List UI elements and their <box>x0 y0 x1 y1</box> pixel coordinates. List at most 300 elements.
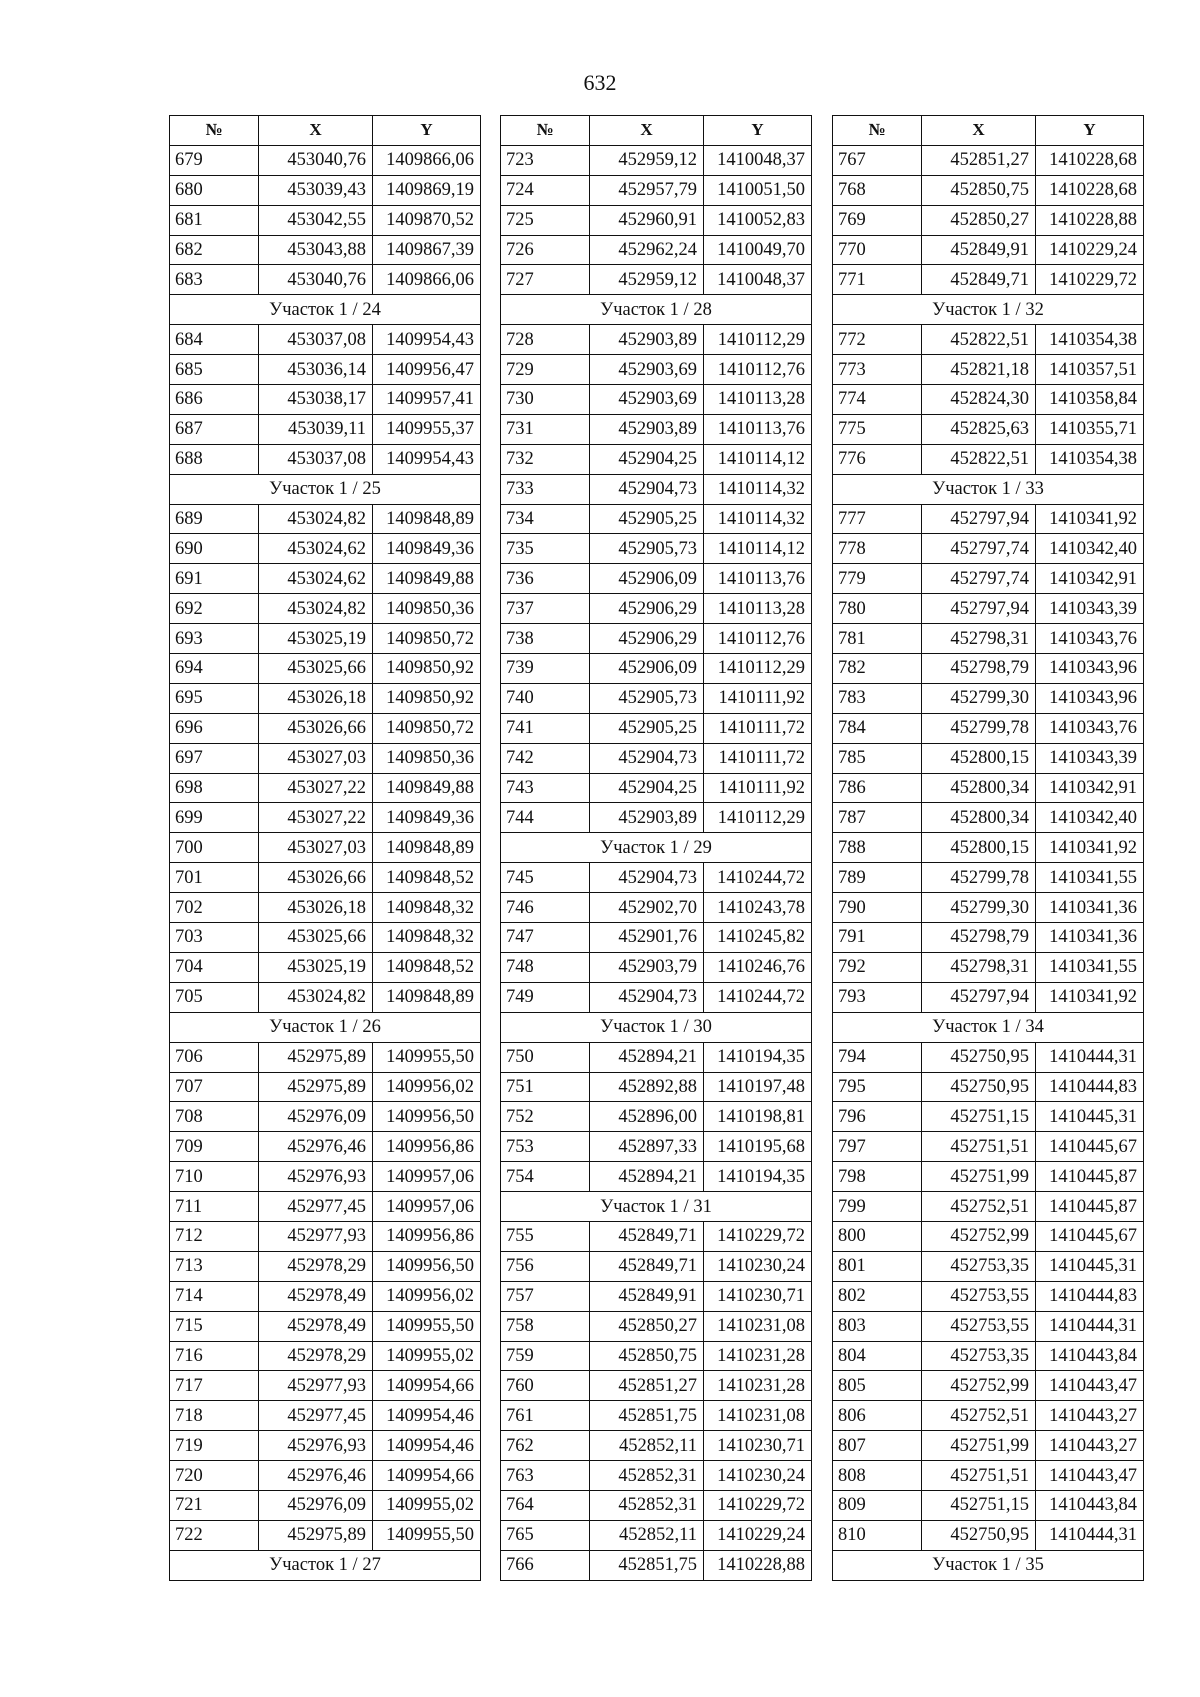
coord-y: 1410194,35 <box>704 1042 812 1072</box>
coord-y: 1410112,29 <box>704 803 812 833</box>
point-number: 709 <box>170 1132 259 1162</box>
section-label: Участок 1 / 35 <box>833 1550 1144 1580</box>
table-row <box>170 1281 481 1311</box>
point-number: 727 <box>501 265 590 295</box>
table-row <box>170 265 481 295</box>
point-number: 764 <box>501 1490 590 1520</box>
table-row <box>170 145 481 175</box>
coord-y: 1409849,36 <box>373 534 481 564</box>
table-row <box>833 1221 1144 1251</box>
coord-x: 452800,34 <box>922 773 1036 803</box>
point-number: 721 <box>170 1490 259 1520</box>
coord-y: 1410113,28 <box>704 385 812 415</box>
point-number: 704 <box>170 952 259 982</box>
table-row <box>501 175 812 205</box>
coord-y: 1410229,72 <box>704 1221 812 1251</box>
table-row <box>501 1162 812 1192</box>
table-row <box>833 1311 1144 1341</box>
coord-y: 1409956,47 <box>373 355 481 385</box>
header-y: Y <box>1036 116 1144 146</box>
coord-y: 1409956,02 <box>373 1281 481 1311</box>
coord-x: 453024,82 <box>259 504 373 534</box>
section-label: Участок 1 / 33 <box>833 474 1144 504</box>
coord-x: 452753,35 <box>922 1251 1036 1281</box>
coord-x: 452977,93 <box>259 1221 373 1251</box>
coord-x: 453026,66 <box>259 713 373 743</box>
point-number: 719 <box>170 1431 259 1461</box>
coord-x: 452850,27 <box>922 205 1036 235</box>
table-row <box>501 863 812 893</box>
table-row <box>833 624 1144 654</box>
coord-x: 453025,66 <box>259 654 373 684</box>
point-number: 697 <box>170 743 259 773</box>
point-number: 771 <box>833 265 922 295</box>
coord-y: 1410354,38 <box>1036 325 1144 355</box>
coord-x: 452902,70 <box>590 893 704 923</box>
coord-x: 452751,15 <box>922 1490 1036 1520</box>
point-number: 809 <box>833 1490 922 1520</box>
point-number: 810 <box>833 1520 922 1550</box>
coord-x: 453039,11 <box>259 414 373 444</box>
table-row <box>170 713 481 743</box>
coord-y: 1410343,76 <box>1036 713 1144 743</box>
coord-y: 1409956,50 <box>373 1102 481 1132</box>
table-row <box>501 1281 812 1311</box>
coord-y: 1410244,72 <box>704 863 812 893</box>
coord-y: 1409955,50 <box>373 1311 481 1341</box>
table-row <box>833 1192 1144 1222</box>
coord-x: 452905,25 <box>590 713 704 743</box>
coord-y: 1409955,50 <box>373 1042 481 1072</box>
point-number: 701 <box>170 863 259 893</box>
coord-x: 452751,99 <box>922 1162 1036 1192</box>
point-number: 715 <box>170 1311 259 1341</box>
section-row <box>501 1192 812 1222</box>
coord-x: 452799,78 <box>922 863 1036 893</box>
table-row <box>833 1341 1144 1371</box>
coord-x: 452903,69 <box>590 385 704 415</box>
coord-y: 1410114,12 <box>704 534 812 564</box>
coord-y: 1410445,31 <box>1036 1102 1144 1132</box>
coord-y: 1410231,08 <box>704 1311 812 1341</box>
point-number: 692 <box>170 594 259 624</box>
point-number: 729 <box>501 355 590 385</box>
coord-x: 452851,75 <box>590 1550 704 1580</box>
point-number: 759 <box>501 1341 590 1371</box>
table-row <box>833 654 1144 684</box>
coord-y: 1410113,76 <box>704 414 812 444</box>
coord-y: 1410048,37 <box>704 145 812 175</box>
table-row <box>501 205 812 235</box>
table-row <box>170 1192 481 1222</box>
table-row <box>501 474 812 504</box>
coord-x: 452798,79 <box>922 654 1036 684</box>
table-header-row <box>501 116 812 146</box>
section-row <box>501 295 812 325</box>
point-number: 728 <box>501 325 590 355</box>
table-row <box>833 863 1144 893</box>
coord-x: 452849,71 <box>922 265 1036 295</box>
coord-y: 1410231,28 <box>704 1371 812 1401</box>
coord-y: 1409957,41 <box>373 385 481 415</box>
coord-y: 1410342,40 <box>1036 534 1144 564</box>
coord-x: 453024,82 <box>259 982 373 1012</box>
coord-x: 453027,03 <box>259 833 373 863</box>
point-number: 688 <box>170 444 259 474</box>
table-row <box>170 1520 481 1550</box>
coord-y: 1409866,06 <box>373 265 481 295</box>
point-number: 792 <box>833 952 922 982</box>
coord-y: 1410229,72 <box>704 1490 812 1520</box>
table-row <box>833 414 1144 444</box>
coord-x: 452822,51 <box>922 444 1036 474</box>
coord-x: 452798,31 <box>922 624 1036 654</box>
point-number: 700 <box>170 833 259 863</box>
coord-y: 1410341,36 <box>1036 893 1144 923</box>
point-number: 807 <box>833 1431 922 1461</box>
coord-y: 1409849,88 <box>373 564 481 594</box>
table-row <box>501 952 812 982</box>
table-row <box>501 1341 812 1371</box>
table-row <box>170 1042 481 1072</box>
table-row <box>501 1461 812 1491</box>
table-row <box>170 444 481 474</box>
point-number: 679 <box>170 145 259 175</box>
section-row <box>833 474 1144 504</box>
section-label: Участок 1 / 24 <box>170 295 481 325</box>
coord-y: 1410341,36 <box>1036 923 1144 953</box>
table-row <box>833 1401 1144 1431</box>
coord-y: 1410228,88 <box>704 1550 812 1580</box>
table-row <box>501 923 812 953</box>
point-number: 742 <box>501 743 590 773</box>
table-row <box>170 624 481 654</box>
table-row <box>833 1132 1144 1162</box>
coord-x: 452903,89 <box>590 325 704 355</box>
point-number: 705 <box>170 982 259 1012</box>
table-row <box>833 1371 1144 1401</box>
coord-y: 1410230,24 <box>704 1251 812 1281</box>
table-row <box>170 1102 481 1132</box>
point-number: 720 <box>170 1461 259 1491</box>
coord-y: 1410113,28 <box>704 594 812 624</box>
coord-x: 453037,08 <box>259 444 373 474</box>
table-row <box>170 1162 481 1192</box>
coord-x: 452906,09 <box>590 564 704 594</box>
point-number: 733 <box>501 474 590 504</box>
coord-y: 1410246,76 <box>704 952 812 982</box>
table-row <box>833 952 1144 982</box>
table-row <box>501 1490 812 1520</box>
coord-y: 1410444,31 <box>1036 1520 1144 1550</box>
table-row <box>170 594 481 624</box>
point-number: 765 <box>501 1520 590 1550</box>
point-number: 693 <box>170 624 259 654</box>
coord-y: 1410231,28 <box>704 1341 812 1371</box>
coord-y: 1410228,68 <box>1036 175 1144 205</box>
point-number: 724 <box>501 175 590 205</box>
point-number: 803 <box>833 1311 922 1341</box>
coord-y: 1410443,47 <box>1036 1461 1144 1491</box>
coord-x: 452851,27 <box>922 145 1036 175</box>
table-row <box>170 1431 481 1461</box>
coord-y: 1409848,32 <box>373 893 481 923</box>
point-number: 707 <box>170 1072 259 1102</box>
table-row <box>501 1251 812 1281</box>
coord-y: 1410195,68 <box>704 1132 812 1162</box>
coord-x: 452978,49 <box>259 1281 373 1311</box>
point-number: 717 <box>170 1371 259 1401</box>
point-number: 749 <box>501 982 590 1012</box>
coord-y: 1410198,81 <box>704 1102 812 1132</box>
coord-x: 452976,09 <box>259 1102 373 1132</box>
coord-x: 452850,75 <box>590 1341 704 1371</box>
coord-x: 452800,15 <box>922 833 1036 863</box>
coord-y: 1410341,92 <box>1036 982 1144 1012</box>
table-row <box>170 355 481 385</box>
coord-x: 453038,17 <box>259 385 373 415</box>
coord-x: 452849,91 <box>590 1281 704 1311</box>
table-row <box>501 385 812 415</box>
section-label: Участок 1 / 32 <box>833 295 1144 325</box>
point-number: 808 <box>833 1461 922 1491</box>
coord-x: 452753,35 <box>922 1341 1036 1371</box>
coord-y: 1410230,24 <box>704 1461 812 1491</box>
section-row <box>170 295 481 325</box>
table-row <box>833 803 1144 833</box>
coord-x: 452976,93 <box>259 1162 373 1192</box>
coord-x: 452977,45 <box>259 1192 373 1222</box>
coord-x: 452797,94 <box>922 594 1036 624</box>
table-row <box>501 504 812 534</box>
coord-y: 1409957,06 <box>373 1162 481 1192</box>
coord-y: 1410443,27 <box>1036 1401 1144 1431</box>
table-row <box>170 534 481 564</box>
coord-y: 1410243,78 <box>704 893 812 923</box>
table-row <box>833 1042 1144 1072</box>
coord-x: 452904,25 <box>590 444 704 474</box>
coord-x: 452978,49 <box>259 1311 373 1341</box>
coord-y: 1410051,50 <box>704 175 812 205</box>
section-row <box>833 1550 1144 1580</box>
coord-x: 452906,29 <box>590 624 704 654</box>
point-number: 778 <box>833 534 922 564</box>
coord-y: 1410194,35 <box>704 1162 812 1192</box>
coord-y: 1410230,71 <box>704 1431 812 1461</box>
coord-x: 452753,55 <box>922 1281 1036 1311</box>
point-number: 685 <box>170 355 259 385</box>
point-number: 752 <box>501 1102 590 1132</box>
table-row <box>833 534 1144 564</box>
table-row <box>833 325 1144 355</box>
table-row <box>170 893 481 923</box>
coord-y: 1410112,76 <box>704 355 812 385</box>
point-number: 723 <box>501 145 590 175</box>
coord-y: 1410341,55 <box>1036 952 1144 982</box>
coord-x: 452752,99 <box>922 1221 1036 1251</box>
point-number: 731 <box>501 414 590 444</box>
section-row <box>501 1012 812 1042</box>
point-number: 791 <box>833 923 922 953</box>
table-header-row <box>170 116 481 146</box>
coord-y: 1410445,67 <box>1036 1221 1144 1251</box>
table-row <box>833 1162 1144 1192</box>
coord-y: 1409954,66 <box>373 1461 481 1491</box>
point-number: 699 <box>170 803 259 833</box>
coord-x: 452978,29 <box>259 1341 373 1371</box>
coord-x: 453025,19 <box>259 952 373 982</box>
coord-y: 1410229,72 <box>1036 265 1144 295</box>
coord-x: 452892,88 <box>590 1072 704 1102</box>
table-row <box>833 444 1144 474</box>
section-row <box>170 1550 481 1580</box>
point-number: 766 <box>501 1550 590 1580</box>
coord-y: 1410228,88 <box>1036 205 1144 235</box>
coord-y: 1410229,24 <box>704 1520 812 1550</box>
section-row <box>833 1012 1144 1042</box>
table-row <box>833 205 1144 235</box>
coord-y: 1409956,86 <box>373 1132 481 1162</box>
coord-x: 452797,74 <box>922 534 1036 564</box>
point-number: 683 <box>170 265 259 295</box>
point-number: 779 <box>833 564 922 594</box>
point-number: 793 <box>833 982 922 1012</box>
table-row <box>501 803 812 833</box>
coord-x: 452850,27 <box>590 1311 704 1341</box>
point-number: 716 <box>170 1341 259 1371</box>
coord-y: 1410342,91 <box>1036 564 1144 594</box>
point-number: 776 <box>833 444 922 474</box>
coord-y: 1410114,32 <box>704 504 812 534</box>
coord-y: 1410443,27 <box>1036 1431 1144 1461</box>
coord-y: 1409955,37 <box>373 414 481 444</box>
table-row <box>170 414 481 444</box>
coord-y: 1410343,39 <box>1036 743 1144 773</box>
coord-x: 452821,18 <box>922 355 1036 385</box>
coord-x: 453036,14 <box>259 355 373 385</box>
point-number: 735 <box>501 534 590 564</box>
coord-x: 452976,46 <box>259 1461 373 1491</box>
coord-y: 1410111,92 <box>704 683 812 713</box>
coord-y: 1410443,47 <box>1036 1371 1144 1401</box>
coord-x: 452751,51 <box>922 1132 1036 1162</box>
coord-y: 1410048,37 <box>704 265 812 295</box>
point-number: 794 <box>833 1042 922 1072</box>
coord-y: 1409954,66 <box>373 1371 481 1401</box>
table-row <box>501 145 812 175</box>
coord-x: 452751,15 <box>922 1102 1036 1132</box>
point-number: 737 <box>501 594 590 624</box>
table-row <box>501 414 812 444</box>
table-row <box>501 594 812 624</box>
point-number: 777 <box>833 504 922 534</box>
section-label: Участок 1 / 26 <box>170 1012 481 1042</box>
table-row <box>170 1132 481 1162</box>
coord-x: 452851,75 <box>590 1401 704 1431</box>
table-row <box>501 743 812 773</box>
coord-y: 1409955,02 <box>373 1490 481 1520</box>
coord-x: 452797,94 <box>922 504 1036 534</box>
coordinates-table-left <box>169 115 481 1581</box>
table-row <box>501 1550 812 1580</box>
coord-x: 453026,66 <box>259 863 373 893</box>
coord-x: 452977,93 <box>259 1371 373 1401</box>
coord-y: 1409850,72 <box>373 624 481 654</box>
table-row <box>501 1520 812 1550</box>
table-row <box>170 1311 481 1341</box>
point-number: 786 <box>833 773 922 803</box>
coord-x: 452977,45 <box>259 1401 373 1431</box>
coord-y: 1409848,89 <box>373 504 481 534</box>
section-row <box>501 833 812 863</box>
table-row <box>170 1490 481 1520</box>
point-number: 712 <box>170 1221 259 1251</box>
coord-y: 1410444,83 <box>1036 1072 1144 1102</box>
point-number: 783 <box>833 683 922 713</box>
point-number: 775 <box>833 414 922 444</box>
table-row <box>833 355 1144 385</box>
coord-x: 452896,00 <box>590 1102 704 1132</box>
point-number: 741 <box>501 713 590 743</box>
coord-y: 1410443,84 <box>1036 1341 1144 1371</box>
coord-y: 1409848,32 <box>373 923 481 953</box>
point-number: 788 <box>833 833 922 863</box>
coord-x: 452852,11 <box>590 1431 704 1461</box>
coord-x: 452849,71 <box>590 1221 704 1251</box>
coord-y: 1409955,02 <box>373 1341 481 1371</box>
coord-y: 1409850,36 <box>373 743 481 773</box>
header-y: Y <box>704 116 812 146</box>
coord-x: 452904,73 <box>590 863 704 893</box>
table-row <box>170 654 481 684</box>
section-label: Участок 1 / 34 <box>833 1012 1144 1042</box>
table-header-row <box>833 116 1144 146</box>
coord-x: 452751,99 <box>922 1431 1036 1461</box>
table-row <box>170 1461 481 1491</box>
point-number: 806 <box>833 1401 922 1431</box>
point-number: 805 <box>833 1371 922 1401</box>
coord-y: 1410343,96 <box>1036 654 1144 684</box>
coord-y: 1410443,84 <box>1036 1490 1144 1520</box>
point-number: 710 <box>170 1162 259 1192</box>
table-row <box>833 923 1144 953</box>
coord-y: 1410444,83 <box>1036 1281 1144 1311</box>
coord-x: 452799,30 <box>922 683 1036 713</box>
coord-x: 452957,79 <box>590 175 704 205</box>
coord-x: 452753,55 <box>922 1311 1036 1341</box>
point-number: 739 <box>501 654 590 684</box>
coord-x: 452976,93 <box>259 1431 373 1461</box>
point-number: 698 <box>170 773 259 803</box>
coord-y: 1409870,52 <box>373 205 481 235</box>
table-row <box>833 1102 1144 1132</box>
point-number: 684 <box>170 325 259 355</box>
point-number: 682 <box>170 235 259 265</box>
table-row <box>170 564 481 594</box>
coord-y: 1409954,43 <box>373 325 481 355</box>
table-row <box>170 385 481 415</box>
coord-y: 1409956,86 <box>373 1221 481 1251</box>
table-row <box>501 235 812 265</box>
point-number: 702 <box>170 893 259 923</box>
coord-y: 1410228,68 <box>1036 145 1144 175</box>
coord-y: 1410111,72 <box>704 743 812 773</box>
table-row <box>833 504 1144 534</box>
point-number: 801 <box>833 1251 922 1281</box>
point-number: 784 <box>833 713 922 743</box>
point-number: 804 <box>833 1341 922 1371</box>
point-number: 758 <box>501 1311 590 1341</box>
